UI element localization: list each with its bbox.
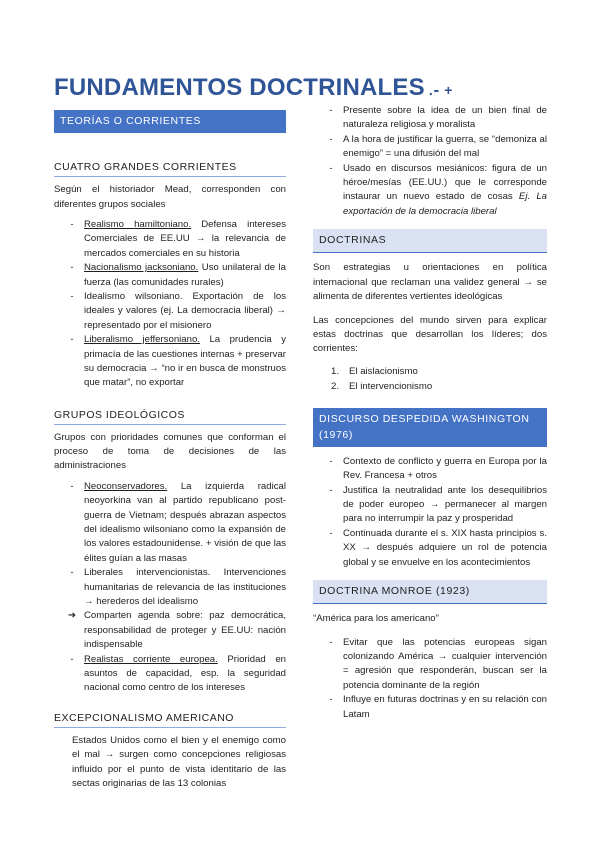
item-term: Neoconservadores.	[84, 480, 168, 492]
grupos-heading: GRUPOS IDEOLÓGICOS	[54, 405, 286, 425]
bullet-marker: -	[329, 105, 333, 116]
monroe-quote: “América para los americano”	[313, 613, 439, 625]
bullet-marker: -	[329, 162, 333, 174]
item-text: A la hora de justificar la guerra, se “demoniza al enemigo” = una difusión del mal	[343, 133, 547, 160]
item-text: Evitar que las potencias europeas sigan colonizando América → cualquier intervención = agresión que responderán, buscan ser la potencia dominante de la región	[343, 636, 547, 691]
bullet-marker: -	[329, 694, 333, 706]
bullet-marker: -	[329, 484, 333, 496]
item-text: Liberales intervencionistas. Intervenciones humanitarias de relevancia de las instituciones → herederos del idealismo	[84, 567, 286, 607]
item-text: Justifica la neutralidad ante los desequilibrios de poder europeo → permanecer al margen para no interrumpir la paz y prosperidad	[343, 484, 547, 525]
page-title: FUNDAMENTOS DOCTRINALES .⁃ +	[54, 74, 453, 101]
excepcionalismo-list	[313, 104, 547, 219]
list-item	[66, 653, 286, 696]
item-text: Comparten agenda sobre: paz democrática, responsabilidad de proteger y EE.UU: nación indispensable	[84, 610, 286, 651]
item-text: Presente sobre la idea de un bien final de naturaleza religiosa y moralista	[343, 105, 547, 131]
item-text: La izquierda radical neoyorkina van al partido republicano post-guerra de Vietnam; después abrazan aspectos del idealismo wilsoniano como la expansión de los valores estadounidense. + visión de que las élites guían a las masas	[84, 480, 286, 564]
item-text: El intervencionismo	[349, 380, 433, 392]
doctrinas-p2: Las concepciones del mundo sirven para explicar estas doctrinas que desarrollan los líderes; dos corrientes:	[313, 314, 547, 355]
numbered-item	[313, 380, 547, 395]
list-item	[325, 484, 547, 527]
item-text: Continuada durante el s. XIX hasta principios s. XX → después adquiere un rol de potencia global y se envuelve en los acontecimientos	[343, 527, 547, 568]
item-example: Ej. La exportación de la democracia liberal	[343, 191, 547, 217]
list-item	[325, 527, 547, 570]
item-text: El aislacionismo	[349, 365, 418, 377]
bullet-marker: -	[329, 455, 333, 467]
list-item	[325, 133, 547, 162]
grupos-intro: Grupos con prioridades comunes que conforman el proceso de toma de decisiones de las administraciones	[54, 431, 286, 472]
list-item	[66, 609, 286, 652]
monroe-list	[313, 636, 547, 722]
item-text: Contexto de conflicto y guerra en Europa por la Rev. Francesa + otros	[343, 455, 547, 482]
list-item	[66, 480, 286, 566]
list-item	[66, 566, 286, 609]
bullet-marker: -	[70, 262, 74, 274]
bullet-marker: -	[329, 527, 333, 539]
item-number: 1.	[331, 365, 340, 377]
right-column	[313, 104, 547, 722]
numbered-item	[313, 365, 547, 380]
left-column	[54, 110, 286, 791]
item-text: Idealismo wilsoniano. Exportación de los ideales y valores (ej. La democracia liberal) → representado por el misionero	[84, 290, 286, 331]
list-item	[325, 636, 547, 694]
cuatro-corrientes-heading: CUATRO GRANDES CORRIENTES	[54, 157, 286, 177]
doctrinas-list	[313, 365, 547, 395]
item-text: La prudencia y primacía de las cuestiones internas + preservar su democracia → “no ir en busca de monstruos que matar”, no exportar	[84, 334, 286, 389]
bullet-marker: -	[70, 567, 74, 579]
list-item	[325, 162, 547, 220]
teorias-header: TEORÍAS O CORRIENTES	[54, 110, 286, 133]
list-item	[325, 693, 547, 722]
bullet-marker: ➔	[67, 610, 77, 622]
item-text: Defensa intereses Comerciales de EE.UU → la relevancia de mercados comerciales en su historia	[84, 219, 287, 259]
list-item	[66, 333, 286, 391]
bullet-marker: -	[70, 290, 74, 302]
item-term: Realistas corriente europea.	[84, 653, 218, 665]
bullet-marker: -	[329, 133, 333, 145]
item-number: 2.	[331, 380, 340, 392]
item-text: Influye en futuras doctrinas y en su relación con Latam	[343, 694, 547, 720]
grupos-list	[54, 480, 286, 696]
list-item	[325, 455, 547, 484]
item-term: Realismo hamiltoniano.	[84, 219, 192, 230]
doctrinas-header: DOCTRINAS	[313, 229, 547, 252]
bullet-marker: -	[70, 219, 74, 230]
monroe-header: DOCTRINA MONROE (1923)	[313, 580, 547, 603]
list-item	[325, 104, 547, 133]
item-text: Prioridad en asuntos de capacidad, esp. la seguridad nacional como centro de los intereses	[84, 653, 286, 694]
cuatro-corrientes-list	[54, 218, 286, 391]
bullet-marker: -	[329, 636, 333, 648]
washington-list	[313, 455, 547, 570]
excepcionalismo-heading: EXCEPCIONALISMO AMERICANO	[54, 708, 286, 728]
bullet-marker: -	[70, 334, 74, 346]
washington-header: DISCURSO DESPEDIDA WASHINGTON (1976)	[313, 408, 547, 446]
list-item	[66, 290, 286, 333]
cuatro-corrientes-intro: Según el historiador Mead, corresponden con diferentes grupos sociales	[54, 184, 286, 210]
item-text: Usado en discursos mesiánicos: figura de un héroe/mesías (EE.UU.) que le corresponde instaurar un nuevo estado de cosas	[343, 162, 547, 203]
list-item	[66, 261, 286, 290]
item-text: Uso unilateral de la fuerza (las comunidades rurales)	[84, 262, 286, 288]
doctrinas-p1: Son estrategias u orientaciones en política internacional que reclaman una validez general → se alimenta de diferentes vertientes ideológicas	[313, 262, 547, 303]
title-decoration: .⁃ +	[428, 82, 453, 98]
bullet-marker: -	[70, 480, 74, 492]
item-term: Nacionalismo jacksoniano.	[84, 262, 199, 274]
item-term: Liberalismo jeffersoniano.	[84, 334, 200, 346]
bullet-marker: -	[70, 653, 74, 665]
list-item	[66, 218, 286, 261]
excepcionalismo-text: Estados Unidos como el bien y el enemigo como el mal → surgen como concepciones religiosas influido por el punto de vista identitario de las sectas originarias de las 13 colonias	[72, 734, 286, 789]
